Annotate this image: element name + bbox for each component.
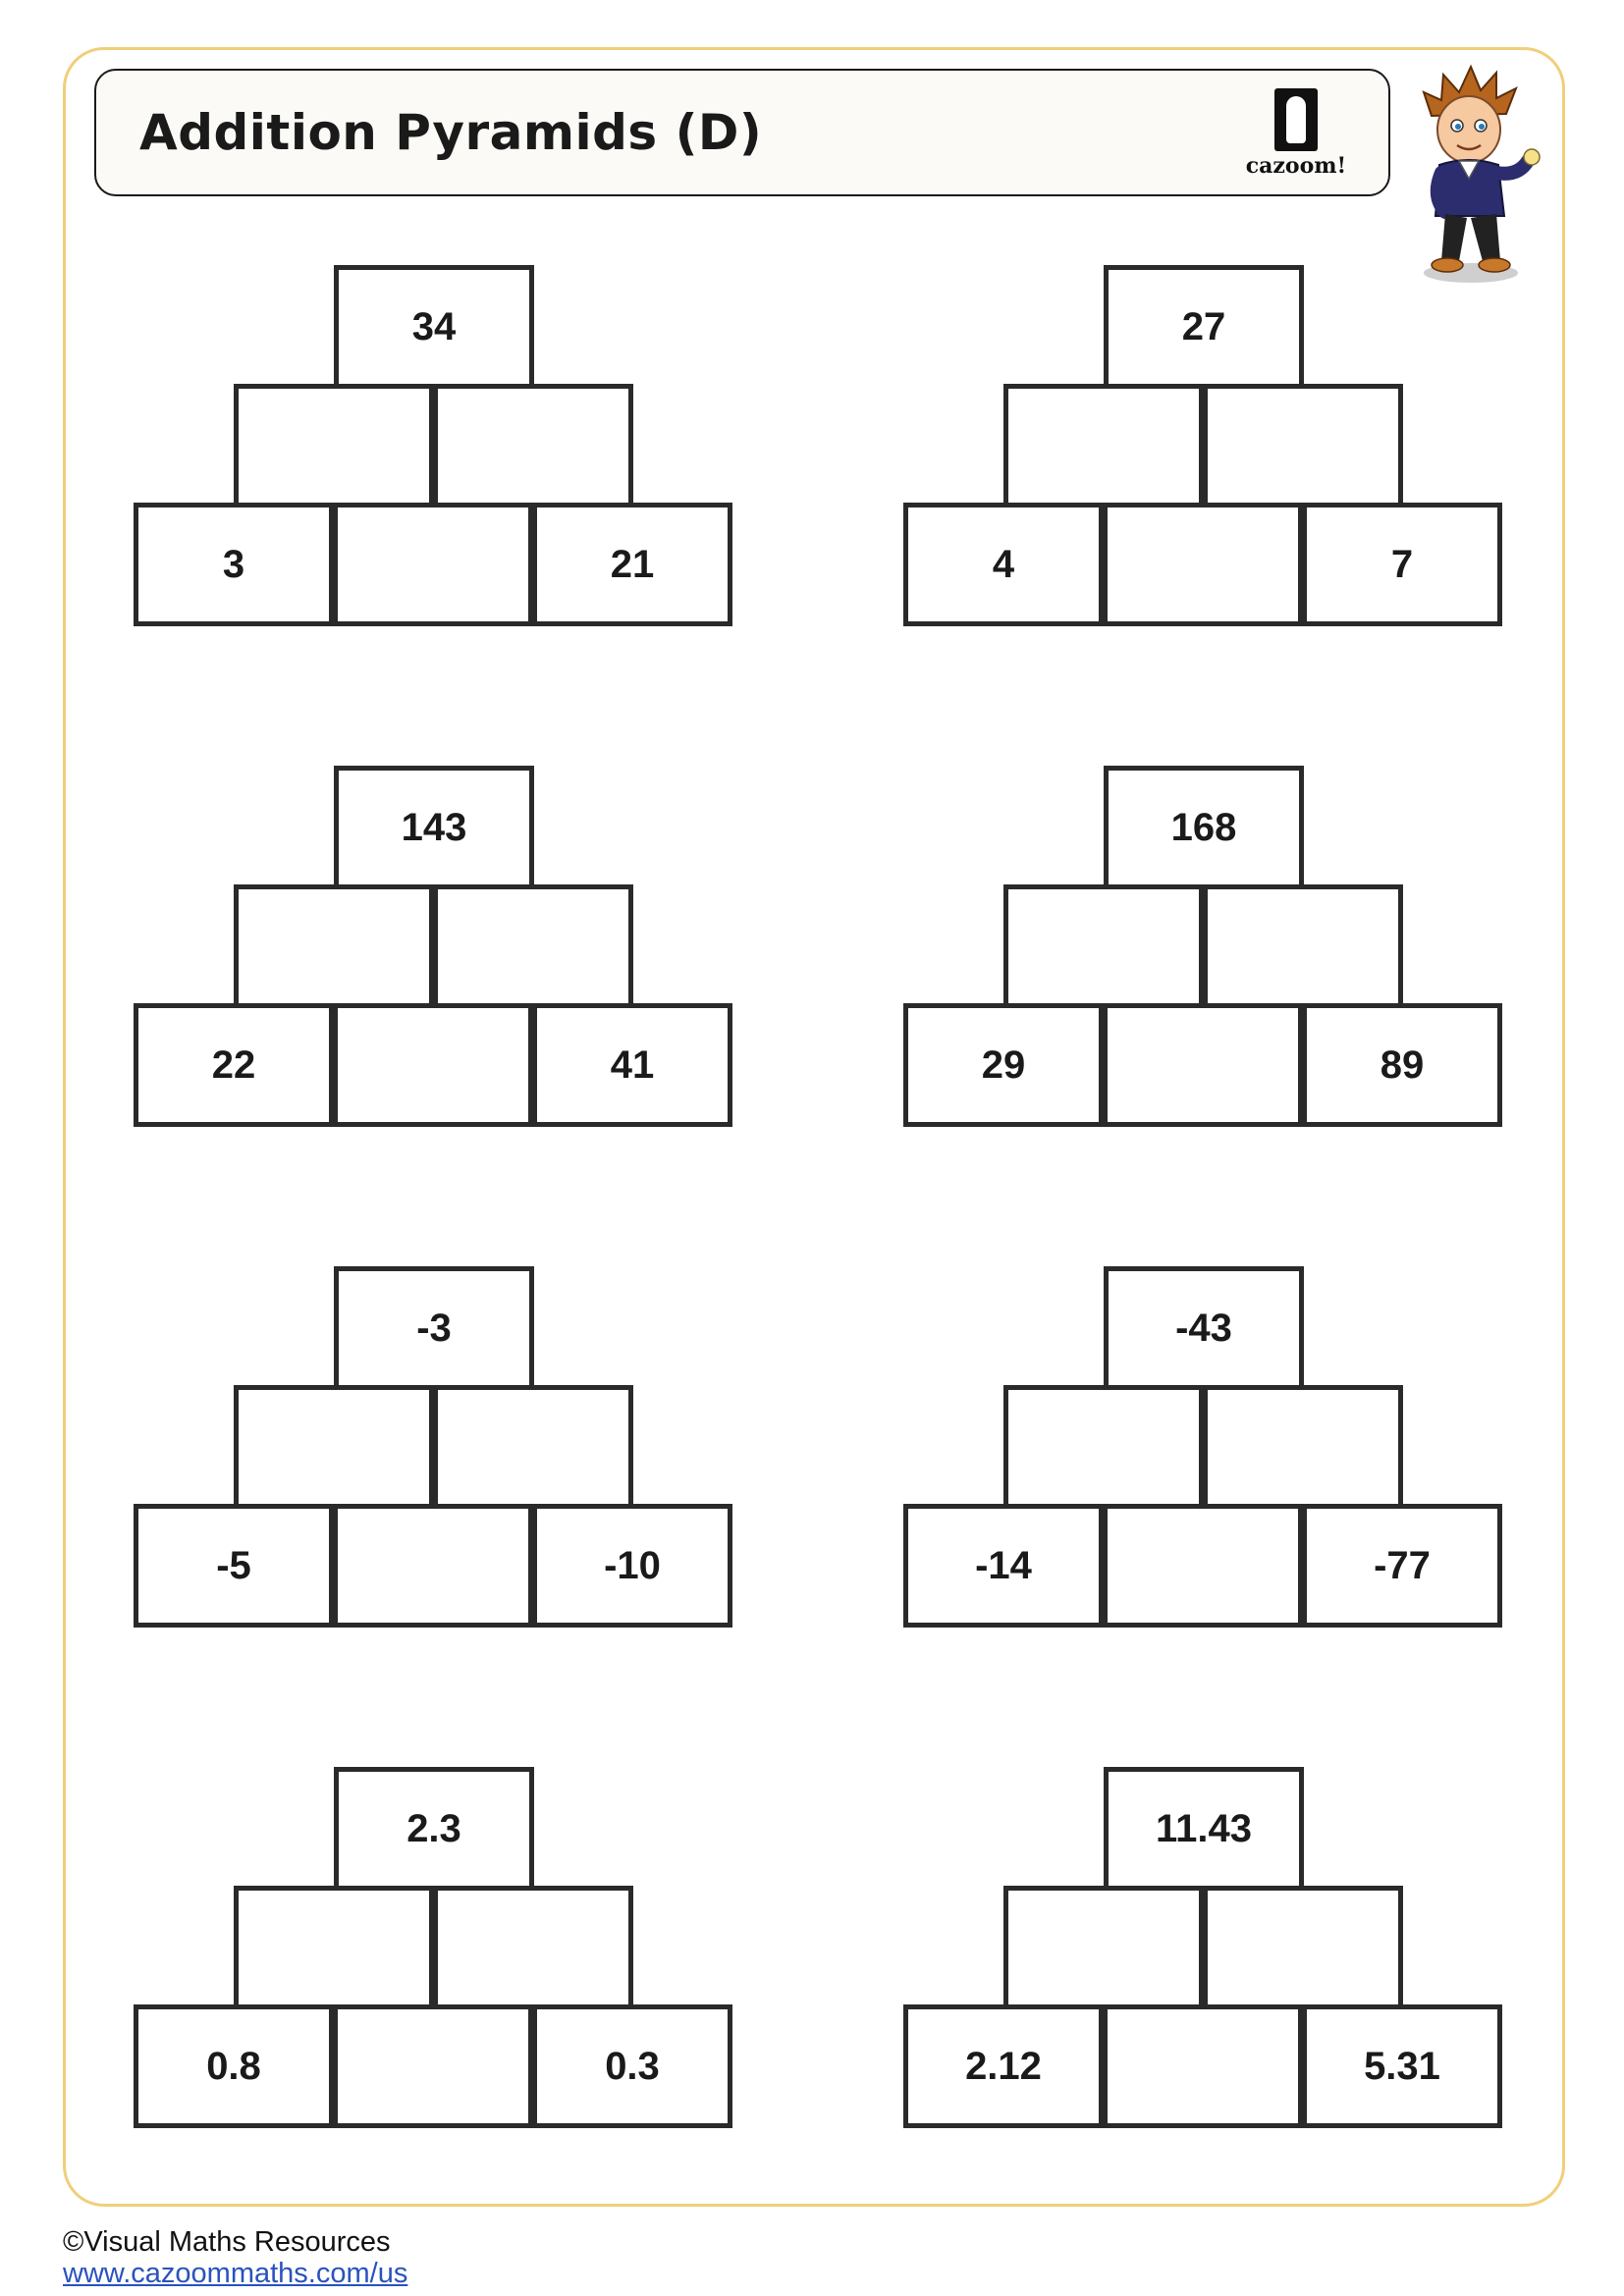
- pyramid-middle-cell[interactable]: [234, 1385, 434, 1509]
- pyramid-bottom-cell: 7: [1302, 503, 1502, 626]
- pyramid-middle-cell[interactable]: [433, 884, 633, 1008]
- pyramid-middle-cell[interactable]: [1203, 1886, 1403, 2009]
- logo-text: cazoom!: [1245, 153, 1347, 179]
- pyramid-middle-cell[interactable]: [1003, 1385, 1204, 1509]
- pyramid-middle-cell[interactable]: [1203, 384, 1403, 507]
- pyramid-bottom-cell[interactable]: [1103, 2004, 1303, 2128]
- page-title: Addition Pyramids (D): [139, 104, 763, 161]
- pyramid-bottom-cell: 41: [532, 1003, 732, 1127]
- pyramid-bottom-cell: 29: [903, 1003, 1104, 1127]
- page-frame: [63, 47, 1565, 2207]
- pyramid-middle-cell[interactable]: [433, 384, 633, 507]
- pyramid-bottom-cell: 0.3: [532, 2004, 732, 2128]
- pyramid-middle-cell[interactable]: [234, 884, 434, 1008]
- logo-mark-icon: [1274, 88, 1318, 151]
- pyramid-bottom-cell: 5.31: [1302, 2004, 1502, 2128]
- pyramid-middle-cell[interactable]: [1003, 1886, 1204, 2009]
- pyramid-top-cell: -3: [334, 1266, 534, 1390]
- pyramid-top-cell: 168: [1104, 766, 1304, 889]
- footer-website-link[interactable]: www.cazoommaths.com/us: [63, 2258, 408, 2289]
- pyramid-bottom-cell: 21: [532, 503, 732, 626]
- pyramid-bottom-cell[interactable]: [1103, 1003, 1303, 1127]
- pyramid-bottom-cell: 3: [134, 503, 334, 626]
- pyramid-bottom-cell: 89: [1302, 1003, 1502, 1127]
- pyramid-middle-cell[interactable]: [234, 384, 434, 507]
- title-banner: [94, 69, 1390, 196]
- mascot-illustration-icon: [1402, 59, 1549, 287]
- pyramid-middle-cell[interactable]: [1203, 884, 1403, 1008]
- pyramid-bottom-cell: 2.12: [903, 2004, 1104, 2128]
- pyramid-bottom-cell[interactable]: [1103, 1504, 1303, 1628]
- pyramid-bottom-cell[interactable]: [333, 1504, 533, 1628]
- pyramid-middle-cell[interactable]: [1203, 1385, 1403, 1509]
- pyramid-bottom-cell: -10: [532, 1504, 732, 1628]
- pyramid-bottom-cell: 0.8: [134, 2004, 334, 2128]
- pyramid-top-cell: -43: [1104, 1266, 1304, 1390]
- pyramid-top-cell: 34: [334, 265, 534, 389]
- pyramid-top-cell: 2.3: [334, 1767, 534, 1891]
- pyramid-bottom-cell: 4: [903, 503, 1104, 626]
- pyramid-bottom-cell: -5: [134, 1504, 334, 1628]
- pyramid-middle-cell[interactable]: [1003, 384, 1204, 507]
- pyramid-middle-cell[interactable]: [234, 1886, 434, 2009]
- cazoom-logo: [1237, 88, 1355, 187]
- pyramid-middle-cell[interactable]: [1003, 884, 1204, 1008]
- pyramid-top-cell: 11.43: [1104, 1767, 1304, 1891]
- pyramid-middle-cell[interactable]: [433, 1385, 633, 1509]
- pyramid-bottom-cell[interactable]: [333, 503, 533, 626]
- pyramid-bottom-cell: 22: [134, 1003, 334, 1127]
- pyramid-bottom-cell[interactable]: [333, 2004, 533, 2128]
- footer-copyright: ©Visual Maths Resources: [63, 2226, 391, 2258]
- pyramid-middle-cell[interactable]: [433, 1886, 633, 2009]
- pyramid-bottom-cell: -77: [1302, 1504, 1502, 1628]
- pyramid-bottom-cell[interactable]: [333, 1003, 533, 1127]
- pyramid-bottom-cell[interactable]: [1103, 503, 1303, 626]
- pyramid-top-cell: 143: [334, 766, 534, 889]
- pyramid-top-cell: 27: [1104, 265, 1304, 389]
- pyramid-bottom-cell: -14: [903, 1504, 1104, 1628]
